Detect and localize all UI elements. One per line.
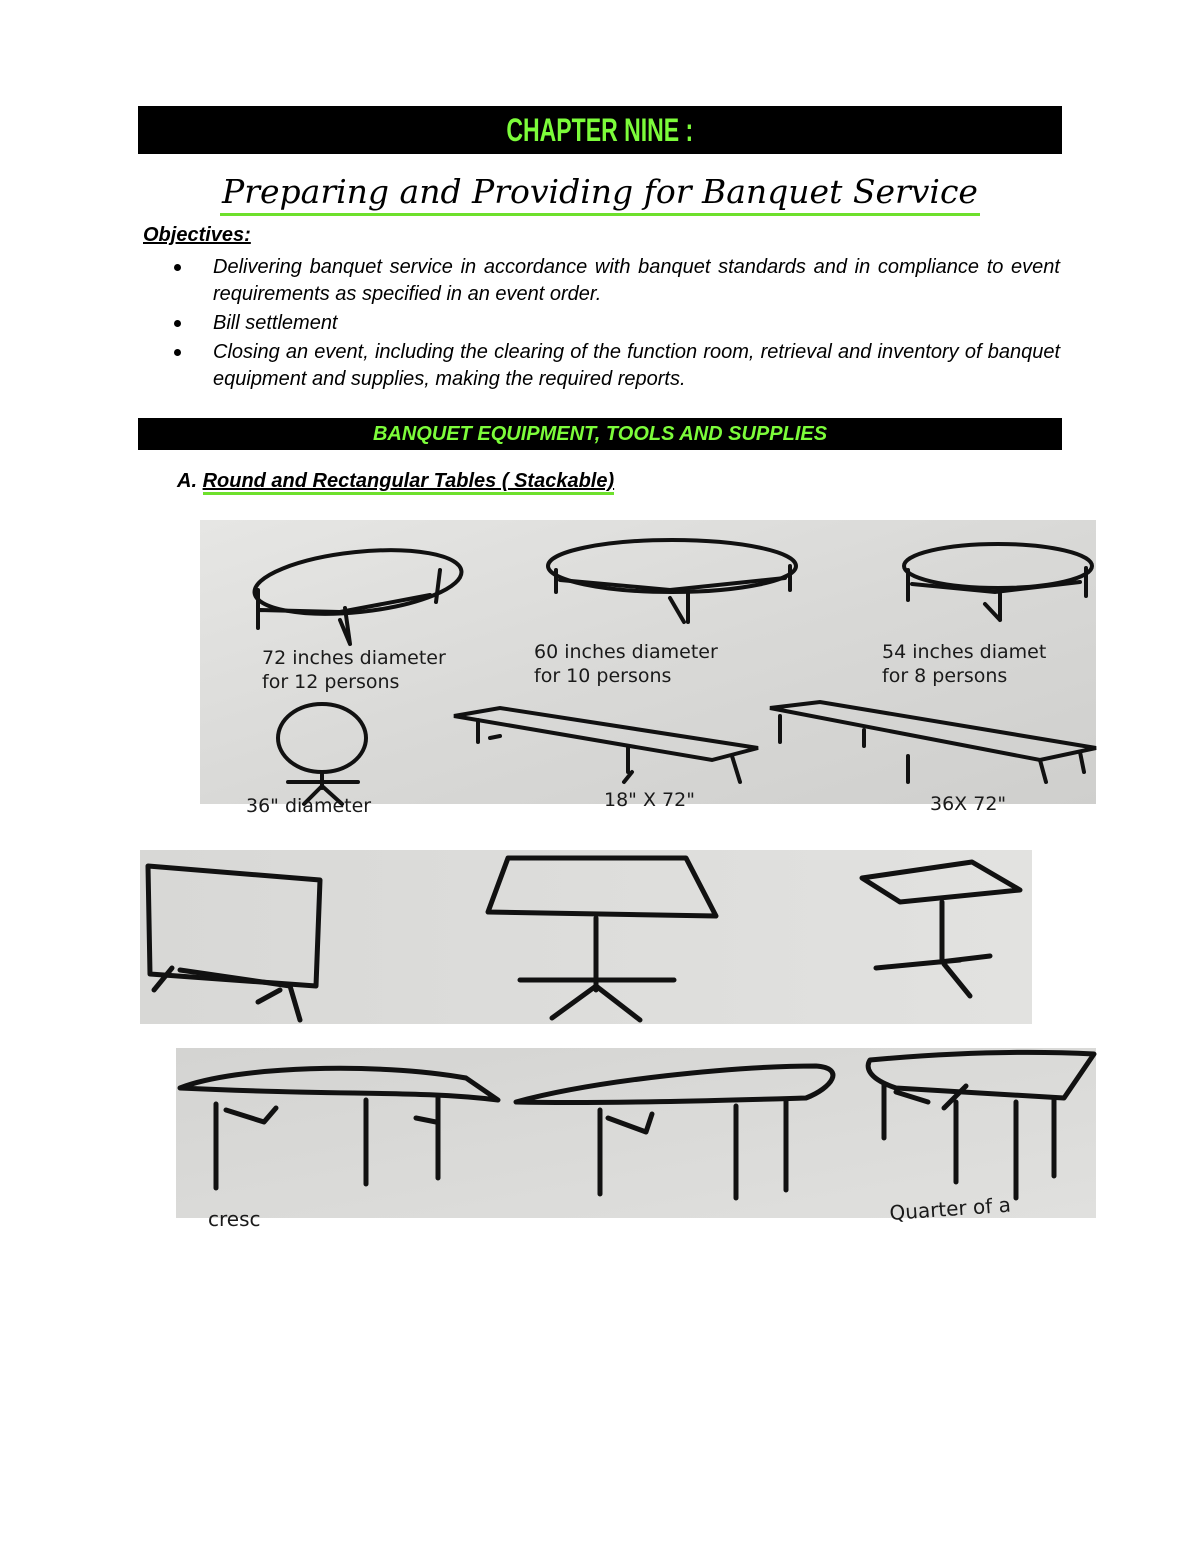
label-72-diameter: 72 inches diameter (262, 647, 446, 669)
page-title: Preparing and Providing for Banquet Service (220, 172, 980, 216)
objectives-label: Objectives: (143, 224, 251, 246)
crescent-tables-drawing (176, 1048, 1096, 1231)
label-36x72: 36X 72" (930, 793, 1007, 815)
chapter-title: CHAPTER NINE : (506, 111, 694, 148)
page-title-wrap (0, 172, 1200, 211)
bullet-icon (174, 320, 181, 327)
list-item (170, 254, 1060, 308)
objectives-list (170, 254, 1060, 395)
round-tables-drawing (200, 520, 1096, 817)
pedestal-tables-drawing (140, 850, 1032, 1024)
label-54-diameter: 54 inches diamet (882, 641, 1047, 663)
round-tables-photo (200, 520, 1096, 817)
subsection-heading (177, 470, 614, 493)
label-72-persons: for 12 persons (262, 671, 400, 693)
crescent-tables-photo (176, 1048, 1096, 1231)
subsection-title: Round and Rectangular Tables ( Stackable) (203, 470, 615, 495)
label-60-diameter: 60 inches diameter (534, 641, 718, 663)
label-18x72: 18" X 72" (604, 789, 695, 811)
list-item (170, 310, 1060, 337)
label-crescent: cresc (208, 1207, 261, 1231)
subsection-letter: A. (177, 470, 197, 492)
bullet-icon (174, 264, 181, 271)
pedestal-tables-photo (140, 850, 1032, 1024)
objective-text: Bill settlement (213, 312, 338, 334)
label-60-persons: for 10 persons (534, 665, 672, 687)
section-heading-bar (138, 418, 1062, 450)
label-36-diameter: 36" diameter (246, 795, 372, 817)
label-54-persons: for 8 persons (882, 665, 1008, 687)
objective-text: Delivering banquet service in accordance with banquet standards and in compliance to event requirements as specified in an event order. (213, 256, 1060, 305)
label-quarter: Quarter of a (888, 1192, 1012, 1225)
section-title: BANQUET EQUIPMENT, TOOLS AND SUPPLIES (372, 422, 828, 445)
chapter-heading-bar (138, 106, 1062, 154)
list-item (170, 339, 1060, 393)
bullet-icon (174, 349, 181, 356)
objective-text: Closing an event, including the clearing of the function room, retrieval and inventory of banquet equipment and supplies, making the required reports. (213, 341, 1060, 390)
